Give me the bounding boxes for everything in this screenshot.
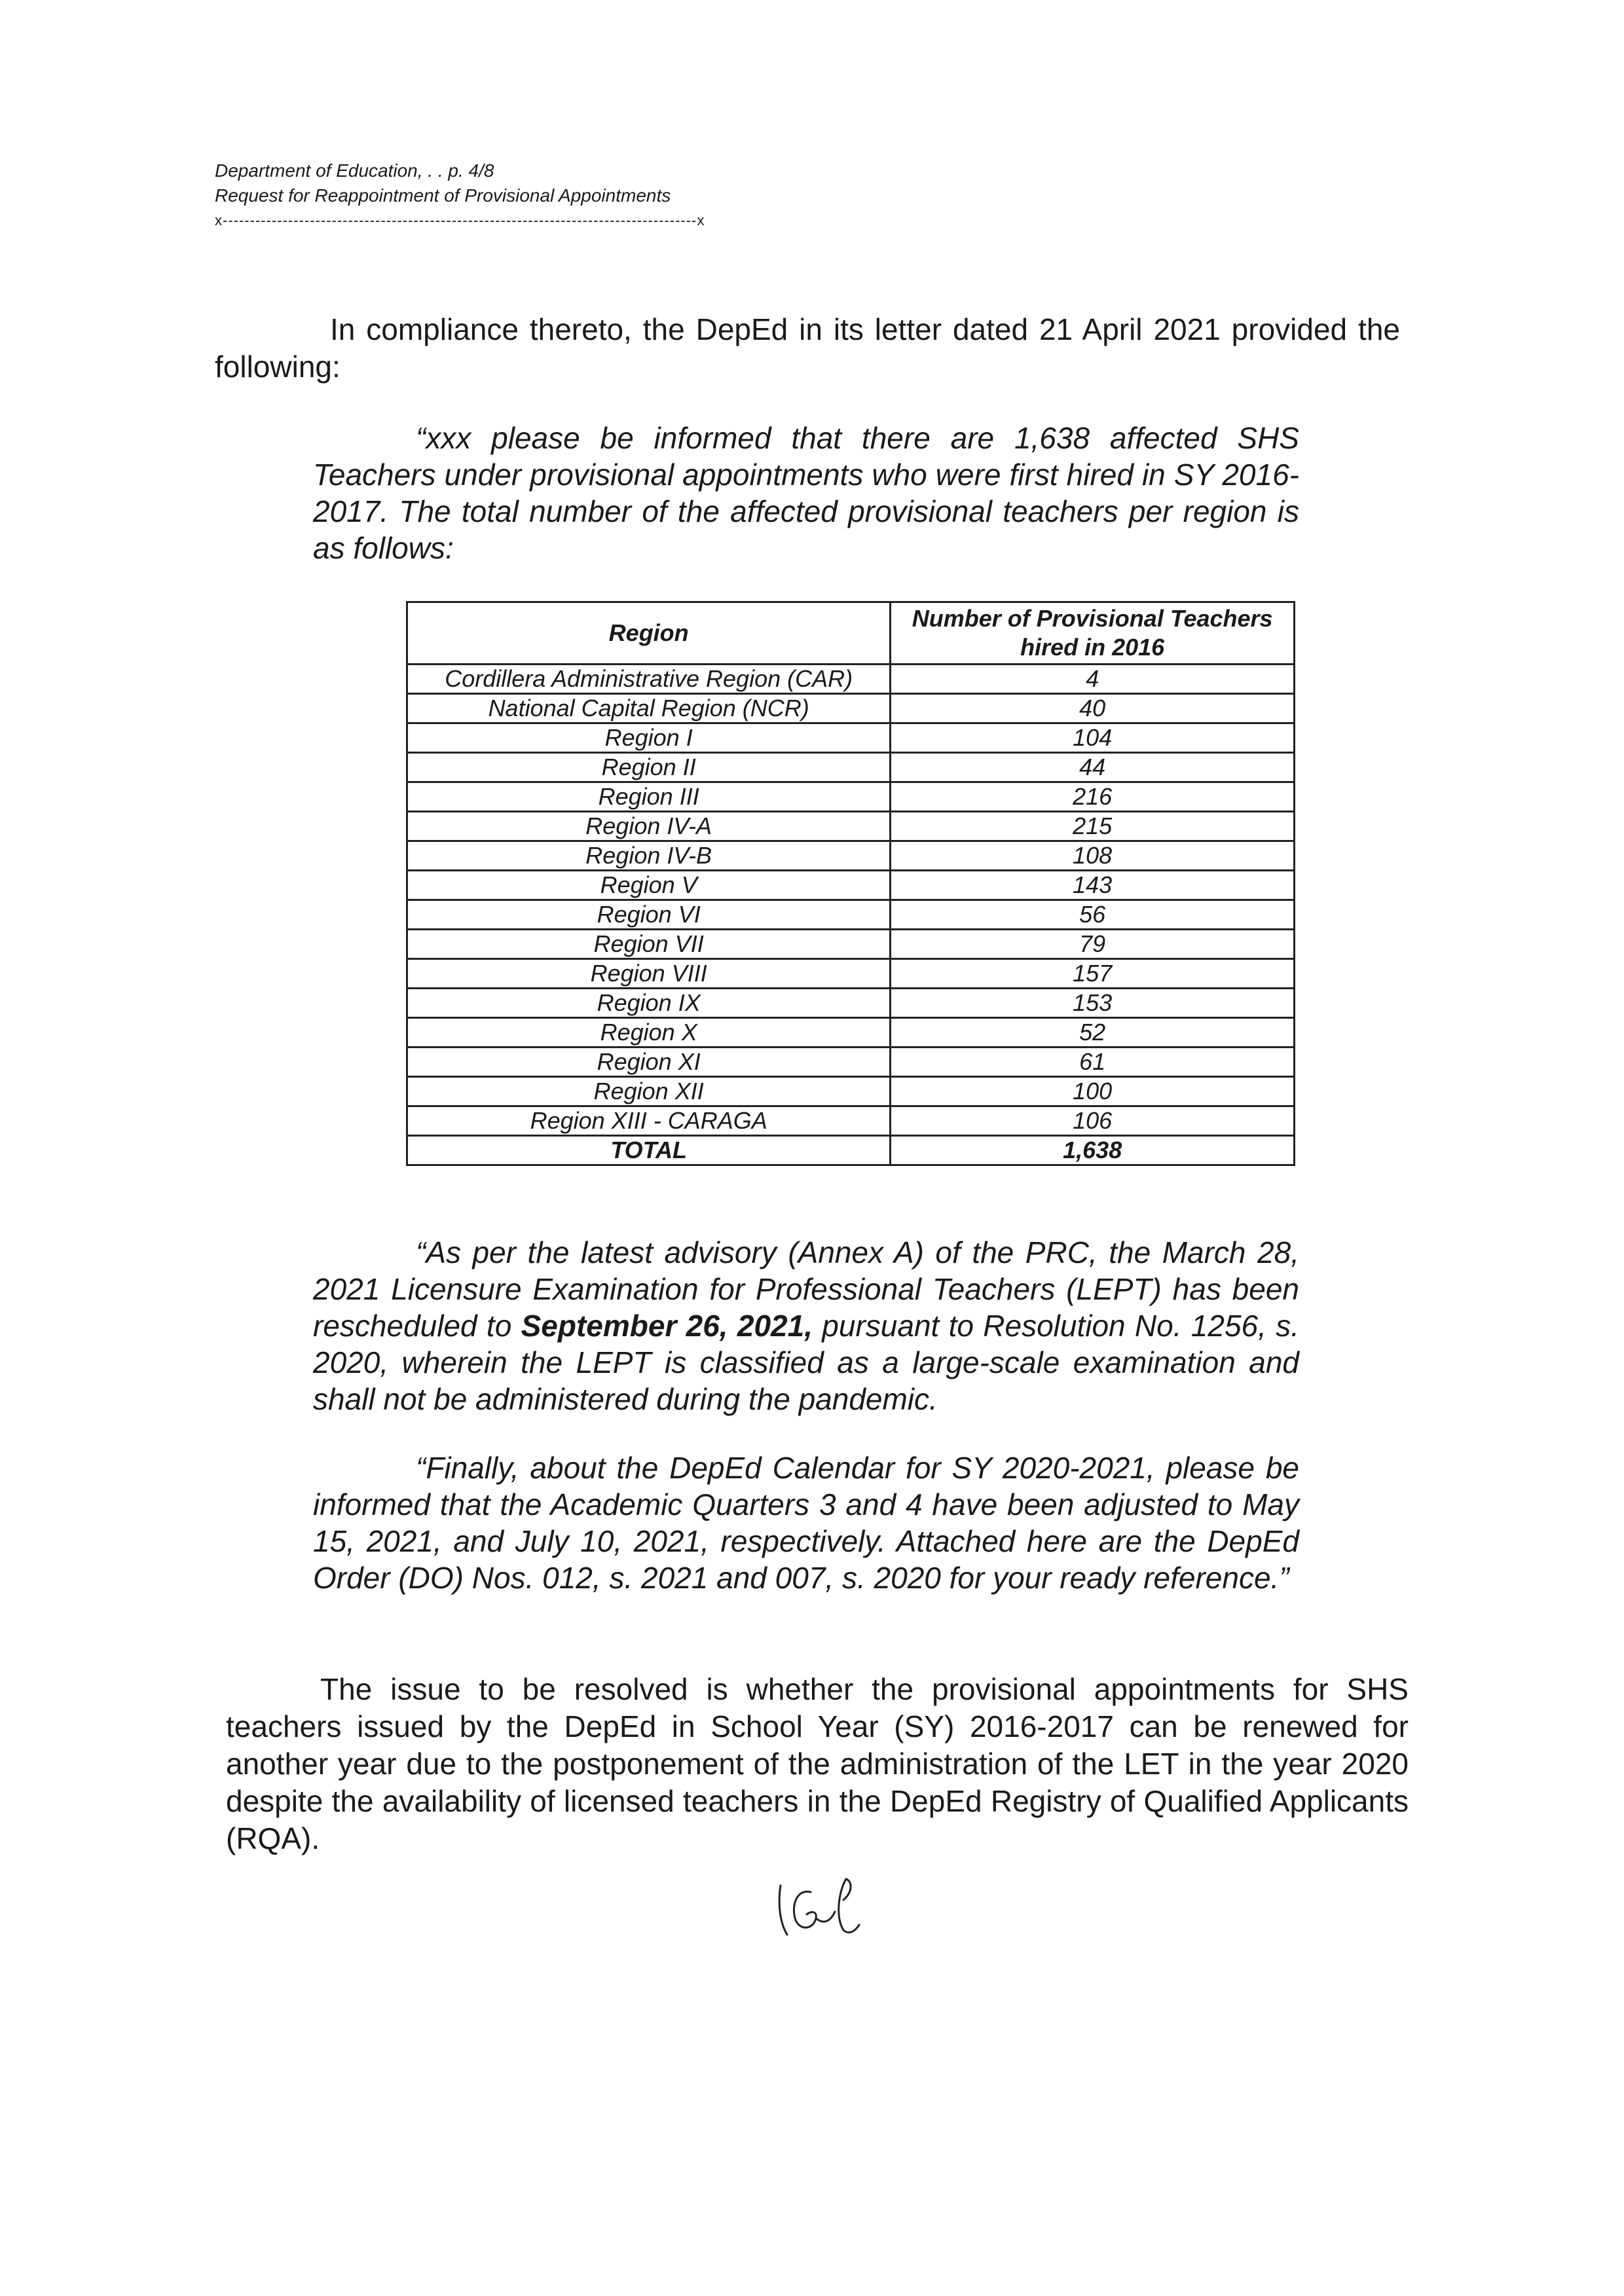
teacher-count-cell: 44 [891, 753, 1295, 782]
handwritten-initials [773, 1872, 871, 1951]
teacher-count-cell: 157 [891, 959, 1295, 989]
table-row [407, 753, 1295, 782]
column-header-region: Region [407, 602, 891, 665]
column-header-count: Number of Provisional Teachers hired in 2016 [891, 602, 1295, 665]
region-cell: Region VIII [407, 959, 891, 989]
table-row [407, 989, 1295, 1018]
teacher-count-cell: 61 [891, 1048, 1295, 1077]
teacher-count-cell: 56 [891, 900, 1295, 930]
region-cell: Region V [407, 871, 891, 900]
table-row [407, 694, 1295, 723]
header-line-2: Request for Reappointment of Provisional Appointments [215, 185, 671, 206]
table-header-row [407, 602, 1295, 665]
table-row [407, 900, 1295, 930]
region-cell: Region XII [407, 1077, 891, 1106]
table-row [407, 1048, 1295, 1077]
quote-lept-text-after: pursuant to Resolution No. 1256, s. 2020, wherein the LEPT is classified as a large-scale examination and shall not be administered during the pandemic. [313, 1309, 1300, 1416]
teacher-count-cell: 143 [891, 871, 1295, 900]
teacher-count-cell: 153 [891, 989, 1295, 1018]
teacher-count-cell: 108 [891, 841, 1295, 871]
table-row [407, 959, 1295, 989]
teacher-count-cell: 40 [891, 694, 1295, 723]
quote-lept-text-before: “As per the latest advisory (Annex A) of the PRC, the March 28, 2021 Licensure Examination for Professional Teachers (LEPT) has been rescheduled to [313, 1235, 1299, 1343]
issue-paragraph: The issue to be resolved is whether the provisional appointments for SHS teachers issued by the DepEd in School Year (SY) 2016-2017 can be renewed for another year due to the postponement of the administration of the LET in the year 2020 despite the availability of licensed teachers in the DepEd Registry of Qualified Applicants (RQA). [226, 1672, 1409, 1855]
teacher-count-cell: 215 [891, 812, 1295, 841]
region-cell: Region IV-A [407, 812, 891, 841]
table-row [407, 1018, 1295, 1048]
region-cell: Region XI [407, 1048, 891, 1077]
table-row [407, 930, 1295, 959]
table-row [407, 1077, 1295, 1106]
region-cell: Region IV-B [407, 841, 891, 871]
header-line-1: Department of Education, . . p. 4/8 [215, 160, 494, 181]
teacher-count-cell: 216 [891, 782, 1295, 812]
region-cell: Region I [407, 723, 891, 753]
table-row [407, 723, 1295, 753]
region-cell: Cordillera Administrative Region (CAR) [407, 665, 891, 694]
table-body [407, 665, 1295, 1165]
region-cell: Region II [407, 753, 891, 782]
region-cell: National Capital Region (NCR) [407, 694, 891, 723]
teacher-count-cell: 79 [891, 930, 1295, 959]
table-row [407, 841, 1295, 871]
region-cell: Region VI [407, 900, 891, 930]
table-row [407, 1106, 1295, 1136]
teacher-count-cell: 106 [891, 1106, 1295, 1136]
table-row [407, 782, 1295, 812]
provisional-teachers-table [406, 601, 1295, 1166]
header-separator: x---------------------------------------------------------------------------------------x [215, 212, 705, 228]
teacher-count-cell: 100 [891, 1077, 1295, 1106]
quote-lept-advisory [313, 1234, 1299, 1417]
teacher-count-cell: 52 [891, 1018, 1295, 1048]
region-cell: Region III [407, 782, 891, 812]
teacher-count-cell: 104 [891, 723, 1295, 753]
table-row [407, 665, 1295, 694]
teacher-count-cell: 4 [891, 665, 1295, 694]
region-cell: Region X [407, 1018, 891, 1048]
total-label-cell: TOTAL [407, 1136, 891, 1165]
quote-deped-calendar: “Finally, about the DepEd Calendar for SY 2020-2021, please be informed that the Academic Quarters 3 and 4 have been adjusted to May 15, 2021, and July 10, 2021, respectively. Attached here are the DepEd Order (DO) Nos. 012, s. 2021 and 007, s. 2020 for your ready reference.” [313, 1451, 1299, 1595]
quote-lept-date: September 26, 2021, [521, 1309, 813, 1343]
region-cell: Region VII [407, 930, 891, 959]
table-row [407, 871, 1295, 900]
table-row [407, 812, 1295, 841]
intro-paragraph: In compliance thereto, the DepEd in its letter dated 21 April 2021 provided the following: [215, 312, 1400, 384]
table-total-row [407, 1136, 1295, 1165]
total-value-cell: 1,638 [891, 1136, 1295, 1165]
quote-affected-teachers: “xxx please be informed that there are 1,638 affected SHS Teachers under provisional appointments who were first hired in SY 2016-2017. The total number of the affected provisional teachers per region is as follows: [313, 421, 1299, 565]
page-header [215, 158, 804, 233]
region-cell: Region IX [407, 989, 891, 1018]
region-cell: Region XIII - CARAGA [407, 1106, 891, 1136]
